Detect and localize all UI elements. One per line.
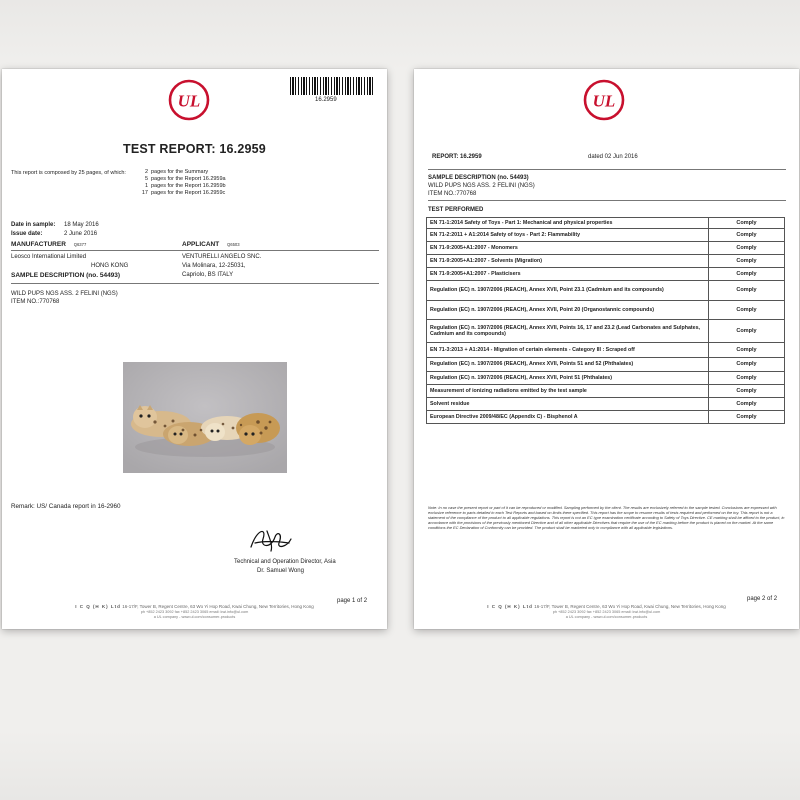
footer-contacts: ph +852 2423 3092 fax +852 2423 3065 email: kwi.info@ul.com	[140, 610, 249, 614]
manufacturer-code: Q6377	[73, 242, 87, 247]
date-in-sample-value: 18 May 2016	[64, 222, 99, 228]
test-row	[427, 320, 785, 343]
footer-contacts: ph +852 2423 3092 fax +852 2423 3065 email: kwi.info@ul.com	[552, 610, 661, 614]
test-name: Solvent residue	[427, 398, 709, 411]
sample-description-label: SAMPLE DESCRIPTION (no. 54493)	[428, 175, 529, 181]
remarks-note: Note: In no case the present report or part of it can be reproduced or modified. Sampling performed by the client. The results are exclusively referred to the sample tested. Conclusions are expressed with exclusive reference to parts detailed in each Test Reports and based on limits there specified. This report has the scope to resume results of tests required and performed on the toy. This report is not a statement of the compliance of the product to all applicable regulations. This report is not an EC type examination certificate according to Safety of Toys Directive. CE marking shall be affixed to the product, in accordance with the provisions of the previously mentioned Directive and of all other applicable Directives that require the use of the EC marking before the product is placed on the market. At the same conditions the EC Declaration of Conformity can be provided. The product shall be marketed only in compliance with all applicable legislations.	[428, 505, 785, 530]
manufacturer-city: HONG KONG	[91, 263, 129, 269]
test-name: Regulation (EC) n. 1907/2006 (REACH), Annex XVII, Points 16, 17 and 23.2 (Lead Carbonates and Sulphates, Cadmium and its compounds)	[427, 320, 709, 343]
test-name: Regulation (EC) n. 1907/2006 (REACH), Annex XVII, Points 51 and 52 (Phthalates)	[427, 358, 709, 372]
applicant-label: APPLICANT Q6503	[182, 241, 240, 248]
plush-toys-illustration	[123, 362, 287, 473]
footer	[414, 604, 799, 619]
test-row	[427, 372, 785, 385]
issue-date-value: 2 June 2016	[64, 231, 98, 237]
footer-brand: a UL company - www.ul.com/consumer-products	[153, 615, 236, 619]
signature-icon	[247, 525, 295, 555]
applicant-line: Capriolo, BS ITALY	[182, 272, 234, 278]
item-number: ITEM NO.:770768	[11, 299, 60, 305]
test-result: Comply	[709, 411, 785, 424]
remark: Remark: US/ Canada report in 16-2960	[11, 503, 121, 510]
test-result: Comply	[709, 255, 785, 268]
divider	[11, 250, 379, 251]
test-name: EN 71-2:2011 + A1:2014 Safety of toys - Part 2: Flammability	[427, 229, 709, 242]
divider	[11, 283, 379, 284]
test-row	[427, 242, 785, 255]
report-page-2	[414, 69, 799, 629]
test-result: Comply	[709, 372, 785, 385]
test-result: Comply	[709, 242, 785, 255]
pages-list-item: 1 pages for the Report 16.2959b	[144, 183, 226, 189]
test-result: Comply	[709, 358, 785, 372]
report-page-1	[2, 69, 387, 629]
background-top	[0, 0, 800, 70]
test-row	[427, 229, 785, 242]
test-name: EN 71-9:2005+A1:2007 - Solvents (Migration)	[427, 255, 709, 268]
test-result: Comply	[709, 268, 785, 281]
page-number: page 1 of 2	[337, 598, 368, 604]
test-name: Regulation (EC) n. 1907/2006 (REACH), Annex XVII, Point 51 (Phthalates)	[427, 372, 709, 385]
report-date: dated 02 Jun 2016	[588, 154, 638, 160]
footer-company: I C Q (H K) Ltd	[75, 604, 121, 609]
test-name: EN 71-9:2005+A1:2007 - Monomers	[427, 242, 709, 255]
issue-date-label: Issue date:	[11, 231, 43, 237]
sample-name: WILD PUPS NGS ASS. 2 FELINI (NGS)	[428, 183, 535, 189]
test-result: Comply	[709, 301, 785, 320]
pages-intro: This report is composed by 25 pages, of which:	[11, 170, 126, 176]
test-row	[427, 411, 785, 424]
test-name: EN 71-9:2005+A1:2007 - Plasticisers	[427, 268, 709, 281]
footer-address: 16-17/F, Tower B, Regent Centre, 63 Wo Yi Hop Road, Kwai Chung, New Territories, Hong Kong	[122, 604, 314, 609]
applicant-code: Q6503	[227, 242, 240, 247]
background-bottom	[0, 730, 800, 800]
ul-logo-text: UL	[177, 91, 201, 111]
page-number: page 2 of 2	[747, 596, 778, 602]
test-name: EN 71-3:2013 + A1:2014 - Migration of certain elements - Category III : Scraped off	[427, 343, 709, 358]
manufacturer-label: MANUFACTURER Q6377	[11, 241, 87, 248]
test-row	[427, 255, 785, 268]
test-result: Comply	[709, 385, 785, 398]
barcode-number: 16.2959	[315, 97, 337, 103]
signatory-title: Technical and Operation Director, Asia	[234, 559, 336, 565]
barcode	[290, 77, 374, 95]
ul-logo-icon	[583, 79, 625, 121]
pages-list	[133, 169, 226, 197]
footer	[2, 604, 387, 619]
sample-description-label: SAMPLE DESCRIPTION (no. 54493)	[11, 272, 121, 279]
footer-address: 16-17/F, Tower B, Regent Centre, 63 Wo Yi Hop Road, Kwai Chung, New Territories, Hong Kong	[534, 604, 726, 609]
test-result: Comply	[709, 343, 785, 358]
pages-list-item: 2 pages for the Summary	[144, 169, 209, 175]
divider	[428, 200, 786, 201]
divider	[428, 169, 786, 170]
test-row	[427, 268, 785, 281]
test-result: Comply	[709, 320, 785, 343]
test-name: Measurement of ionizing radiations emitted by the test sample	[427, 385, 709, 398]
test-name: Regulation (EC) n. 1907/2006 (REACH), Annex XVII, Point 20 (Organostannic compounds)	[427, 301, 709, 320]
footer-brand: a UL company - www.ul.com/consumer-products	[565, 615, 648, 619]
test-name: EN 71-1:2014 Safety of Toys - Part 1: Mechanical and physical properties	[427, 218, 709, 229]
sample-name: WILD PUPS NGS ASS. 2 FELINI (NGS)	[11, 291, 118, 297]
footer-company: I C Q (H K) Ltd	[487, 604, 533, 609]
applicant-line: VENTURELLI ANGELO SNC.	[182, 254, 262, 260]
report-title: TEST REPORT: 16.2959	[123, 142, 266, 156]
test-row	[427, 281, 785, 301]
test-row	[427, 385, 785, 398]
pages-list-item: 5 pages for the Report 16.2959a	[144, 176, 226, 182]
manufacturer-name: Leosco International Limited	[11, 254, 87, 260]
sample-photo	[123, 362, 287, 473]
ul-logo-icon	[168, 79, 210, 121]
date-in-sample-label: Date in sample:	[11, 222, 56, 228]
test-result: Comply	[709, 398, 785, 411]
report-number: REPORT: 16.2959	[432, 154, 482, 160]
tests-table	[426, 217, 785, 424]
test-row	[427, 358, 785, 372]
test-result: Comply	[709, 218, 785, 229]
signatory-name: Dr. Samuel Wong	[257, 568, 304, 574]
test-performed-label: TEST PERFORMED	[428, 207, 484, 213]
pages-list-item: 17 pages for the Report 16.2959c	[141, 190, 226, 196]
test-result: Comply	[709, 281, 785, 301]
test-row	[427, 398, 785, 411]
test-row	[427, 218, 785, 229]
item-number: ITEM NO.:770768	[428, 191, 477, 197]
applicant-line: Via Molinara, 12-25031,	[182, 263, 246, 269]
ul-logo-text: UL	[592, 91, 616, 111]
test-row	[427, 343, 785, 358]
test-name: Regulation (EC) n. 1907/2006 (REACH), Annex XVII, Point 23.1 (Cadmium and its compounds)	[427, 281, 709, 301]
test-row	[427, 301, 785, 320]
test-name: European Directive 2009/48/EC (Appendix C) - Bisphenol A	[427, 411, 709, 424]
test-result: Comply	[709, 229, 785, 242]
